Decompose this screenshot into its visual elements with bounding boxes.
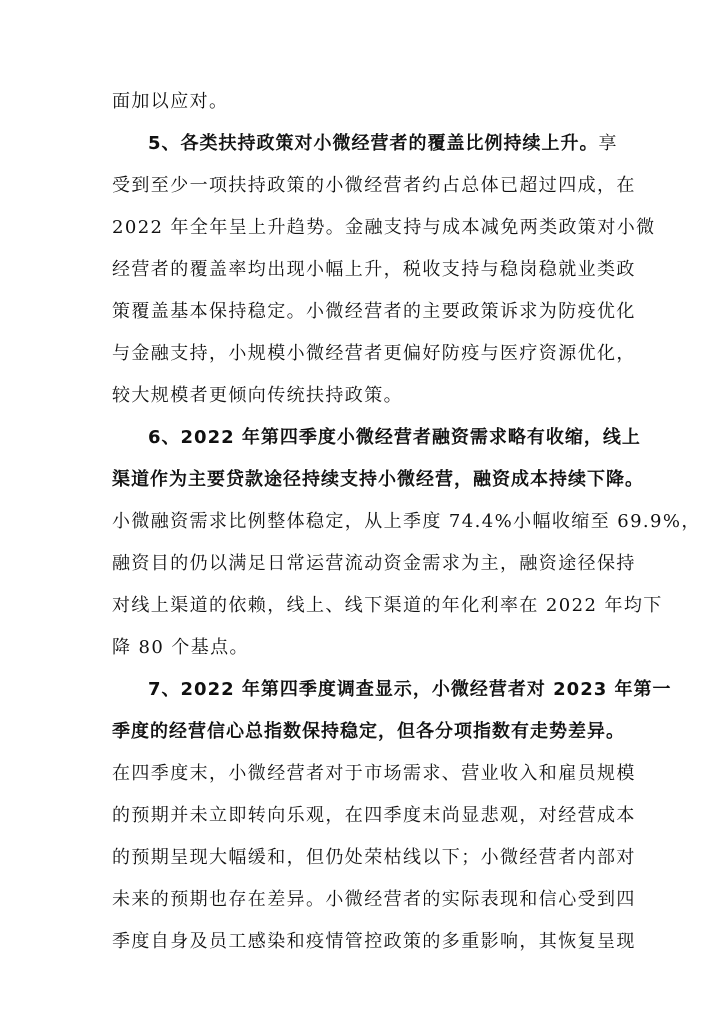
item6-line: 小微融资需求比例整体稳定，从上季度 74.4%小幅收缩至 69.9%，: [112, 511, 701, 532]
item5-line: 策覆盖基本保持稳定。小微经营者的主要政策诉求为防疫优化: [112, 301, 636, 322]
item5-line: 2022 年全年呈上升趋势。金融支持与成本减免两类政策对小微: [112, 217, 656, 238]
item7-line: 季度自身及员工感染和疫情管控政策的多重影响，其恢复呈现: [112, 931, 636, 952]
item5-heading: 5、各类扶持政策对小微经营者的覆盖比例持续上升。: [148, 133, 599, 154]
item7-line: 在四季度末，小微经营者对于市场需求、营业收入和雇员规模: [112, 763, 636, 784]
item5-heading-line: [148, 132, 618, 156]
item7-line: 的预期并未立即转向乐观，在四季度末尚显悲观，对经营成本: [112, 805, 636, 826]
item6-line: 降 80 个基点。: [112, 637, 249, 658]
intro-line: 面加以应对。: [112, 91, 229, 112]
item5-line: 经营者的覆盖率均出现小幅上升，税收支持与稳岗稳就业类政: [112, 259, 636, 280]
item6-line: 融资目的仍以满足日常运营流动资金需求为主，融资途径保持: [112, 553, 636, 574]
item5-line: 较大规模者更倾向传统扶持政策。: [112, 385, 403, 406]
item6-line: 对线上渠道的依赖，线上、线下渠道的年化利率在 2022 年均下: [112, 595, 663, 616]
item6-heading-line: 渠道作为主要贷款途径持续支持小微经营，融资成本持续下降。: [112, 469, 644, 490]
item5-line: 受到至少一项扶持政策的小微经营者约占总体已超过四成，在: [112, 175, 636, 196]
item7-line: 的预期呈现大幅缓和，但仍处荣枯线以下；小微经营者内部对: [112, 847, 636, 868]
item7-heading-line: 季度的经营信心总指数保持稳定，但各分项指数有走势差异。: [112, 721, 625, 742]
item7-heading-line: 7、2022 年第四季度调查显示，小微经营者对 2023 年第一: [148, 679, 672, 700]
item5-line: 与金融支持，小规模小微经营者更偏好防疫与医疗资源优化，: [112, 343, 636, 364]
item5-heading-tail: 享: [598, 133, 618, 154]
item7-line: 未来的预期也存在差异。小微经营者的实际表现和信心受到四: [112, 889, 636, 910]
item6-heading-line: 6、2022 年第四季度小微经营者融资需求略有收缩，线上: [148, 427, 641, 448]
